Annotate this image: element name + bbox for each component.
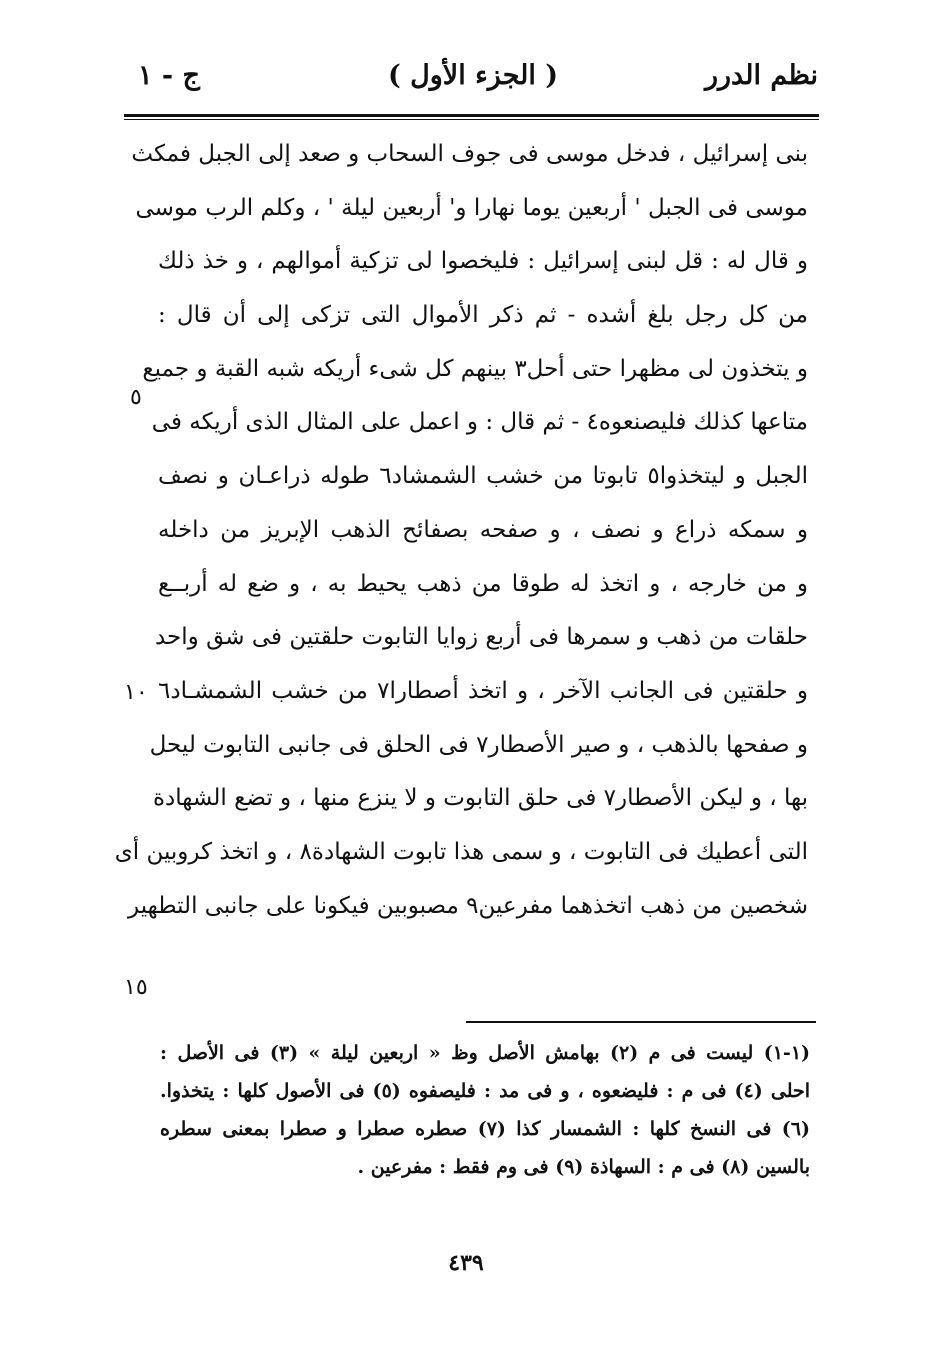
text-line: و من خارجه ، و اتخذ له طوقا من ذهب يحيط به ، و ضع له أربــع xyxy=(158,570,808,597)
book-title: نظم الدرر xyxy=(704,60,818,91)
text-line: متاعها كذلك فليصنعوه٤ - ثم قال : و اعمل على المثال الذى أريكه فى xyxy=(151,409,808,436)
header-rule-thick xyxy=(124,114,819,117)
text-line: و يتخذون لى مظهرا حتى أحل٣ بينهم كل شىء أريكه شبه القبة و جميع xyxy=(142,355,808,382)
footnote-line: بالسين (٨) فى م : السهاذة (٩) فى وم فقط : مفرعين . xyxy=(357,1156,810,1178)
text-line: و سمكه ذراع و نصف ، و صفحه بصفائح الذهب الإبريز من داخله xyxy=(158,516,808,543)
header-rule-thin xyxy=(124,119,819,120)
part-label: ( الجزء الأول ) xyxy=(387,60,559,91)
line-number-10: ١٠ xyxy=(124,680,148,705)
text-line: و صفحها بالذهب ، و صير الأصطار٧ فى الحلق فى جانبى التابوت ليحل xyxy=(149,731,808,758)
footnote-line: (١-١) ليست فى م (٢) بهامش الأصل وظ « اربعين ليلة » (٣) فى الأصل : xyxy=(160,1042,811,1064)
page-number: ٤٣٩ xyxy=(448,1250,484,1276)
part-code: ج - ١ xyxy=(138,60,200,91)
running-header xyxy=(128,60,818,108)
text-line: موسى فى الجبل ' أربعين يوما نهارا و' أربعين ليلة ' ، وكلم الرب موسى xyxy=(135,194,808,221)
text-line: الجبل و ليتخذوا٥ تابوتا من خشب الشمشاد٦ طوله ذراعـان و نصف xyxy=(158,463,808,490)
text-line: بنى إسرائيل ، فدخل موسى فى جوف السحاب و صعد إلى الجبل فمكث xyxy=(131,141,808,167)
line-number-5: ٥ xyxy=(130,385,142,410)
footnotes xyxy=(160,1034,810,1186)
text-line: شخصين من ذهب اتخذهما مفرعين٩ مصبوبين فيكونا على جانبى التطهير xyxy=(128,892,808,919)
text-line: التى أعطيك فى التابوت ، و سمى هذا تابوت الشهادة٨ ، و اتخذ كروبين أى xyxy=(114,838,808,865)
text-line: حلقات من ذهب و سمرها فى أربع زوايا التابوت حلقتين فى شق واحد xyxy=(154,624,808,651)
footnote-rule xyxy=(466,1021,816,1023)
line-number-15: ١٥ xyxy=(124,975,148,1000)
text-line: من كل رجل بلغ أشده - ثم ذكر الأموال التى تزكى إلى أن قال : xyxy=(158,302,808,329)
text-line: و حلقتين فى الجانب الآخر ، و اتخذ أصطارا٧ من خشب الشمشـاد٦ xyxy=(158,677,808,704)
footnote-line: (٦) فى النسخ كلها : الشمسار كذا (٧) صطره صطرا و صطرا بمعنى سطره xyxy=(160,1118,810,1140)
text-line: بها ، و ليكن الأصطار٧ فى حلق التابوت و لا ينزع منها ، و تضع الشهادة xyxy=(153,785,808,812)
text-line: و قال له : قل لبنى إسرائيل : فليخصوا لى تزكية أموالهم ، و خذ ذلك xyxy=(158,248,808,275)
footnote-line: احلى (٤) فى م : فليضعوه ، و فى مد : فليصفوه (٥) فى الأصول كلها : يتخذوا. xyxy=(160,1080,811,1102)
